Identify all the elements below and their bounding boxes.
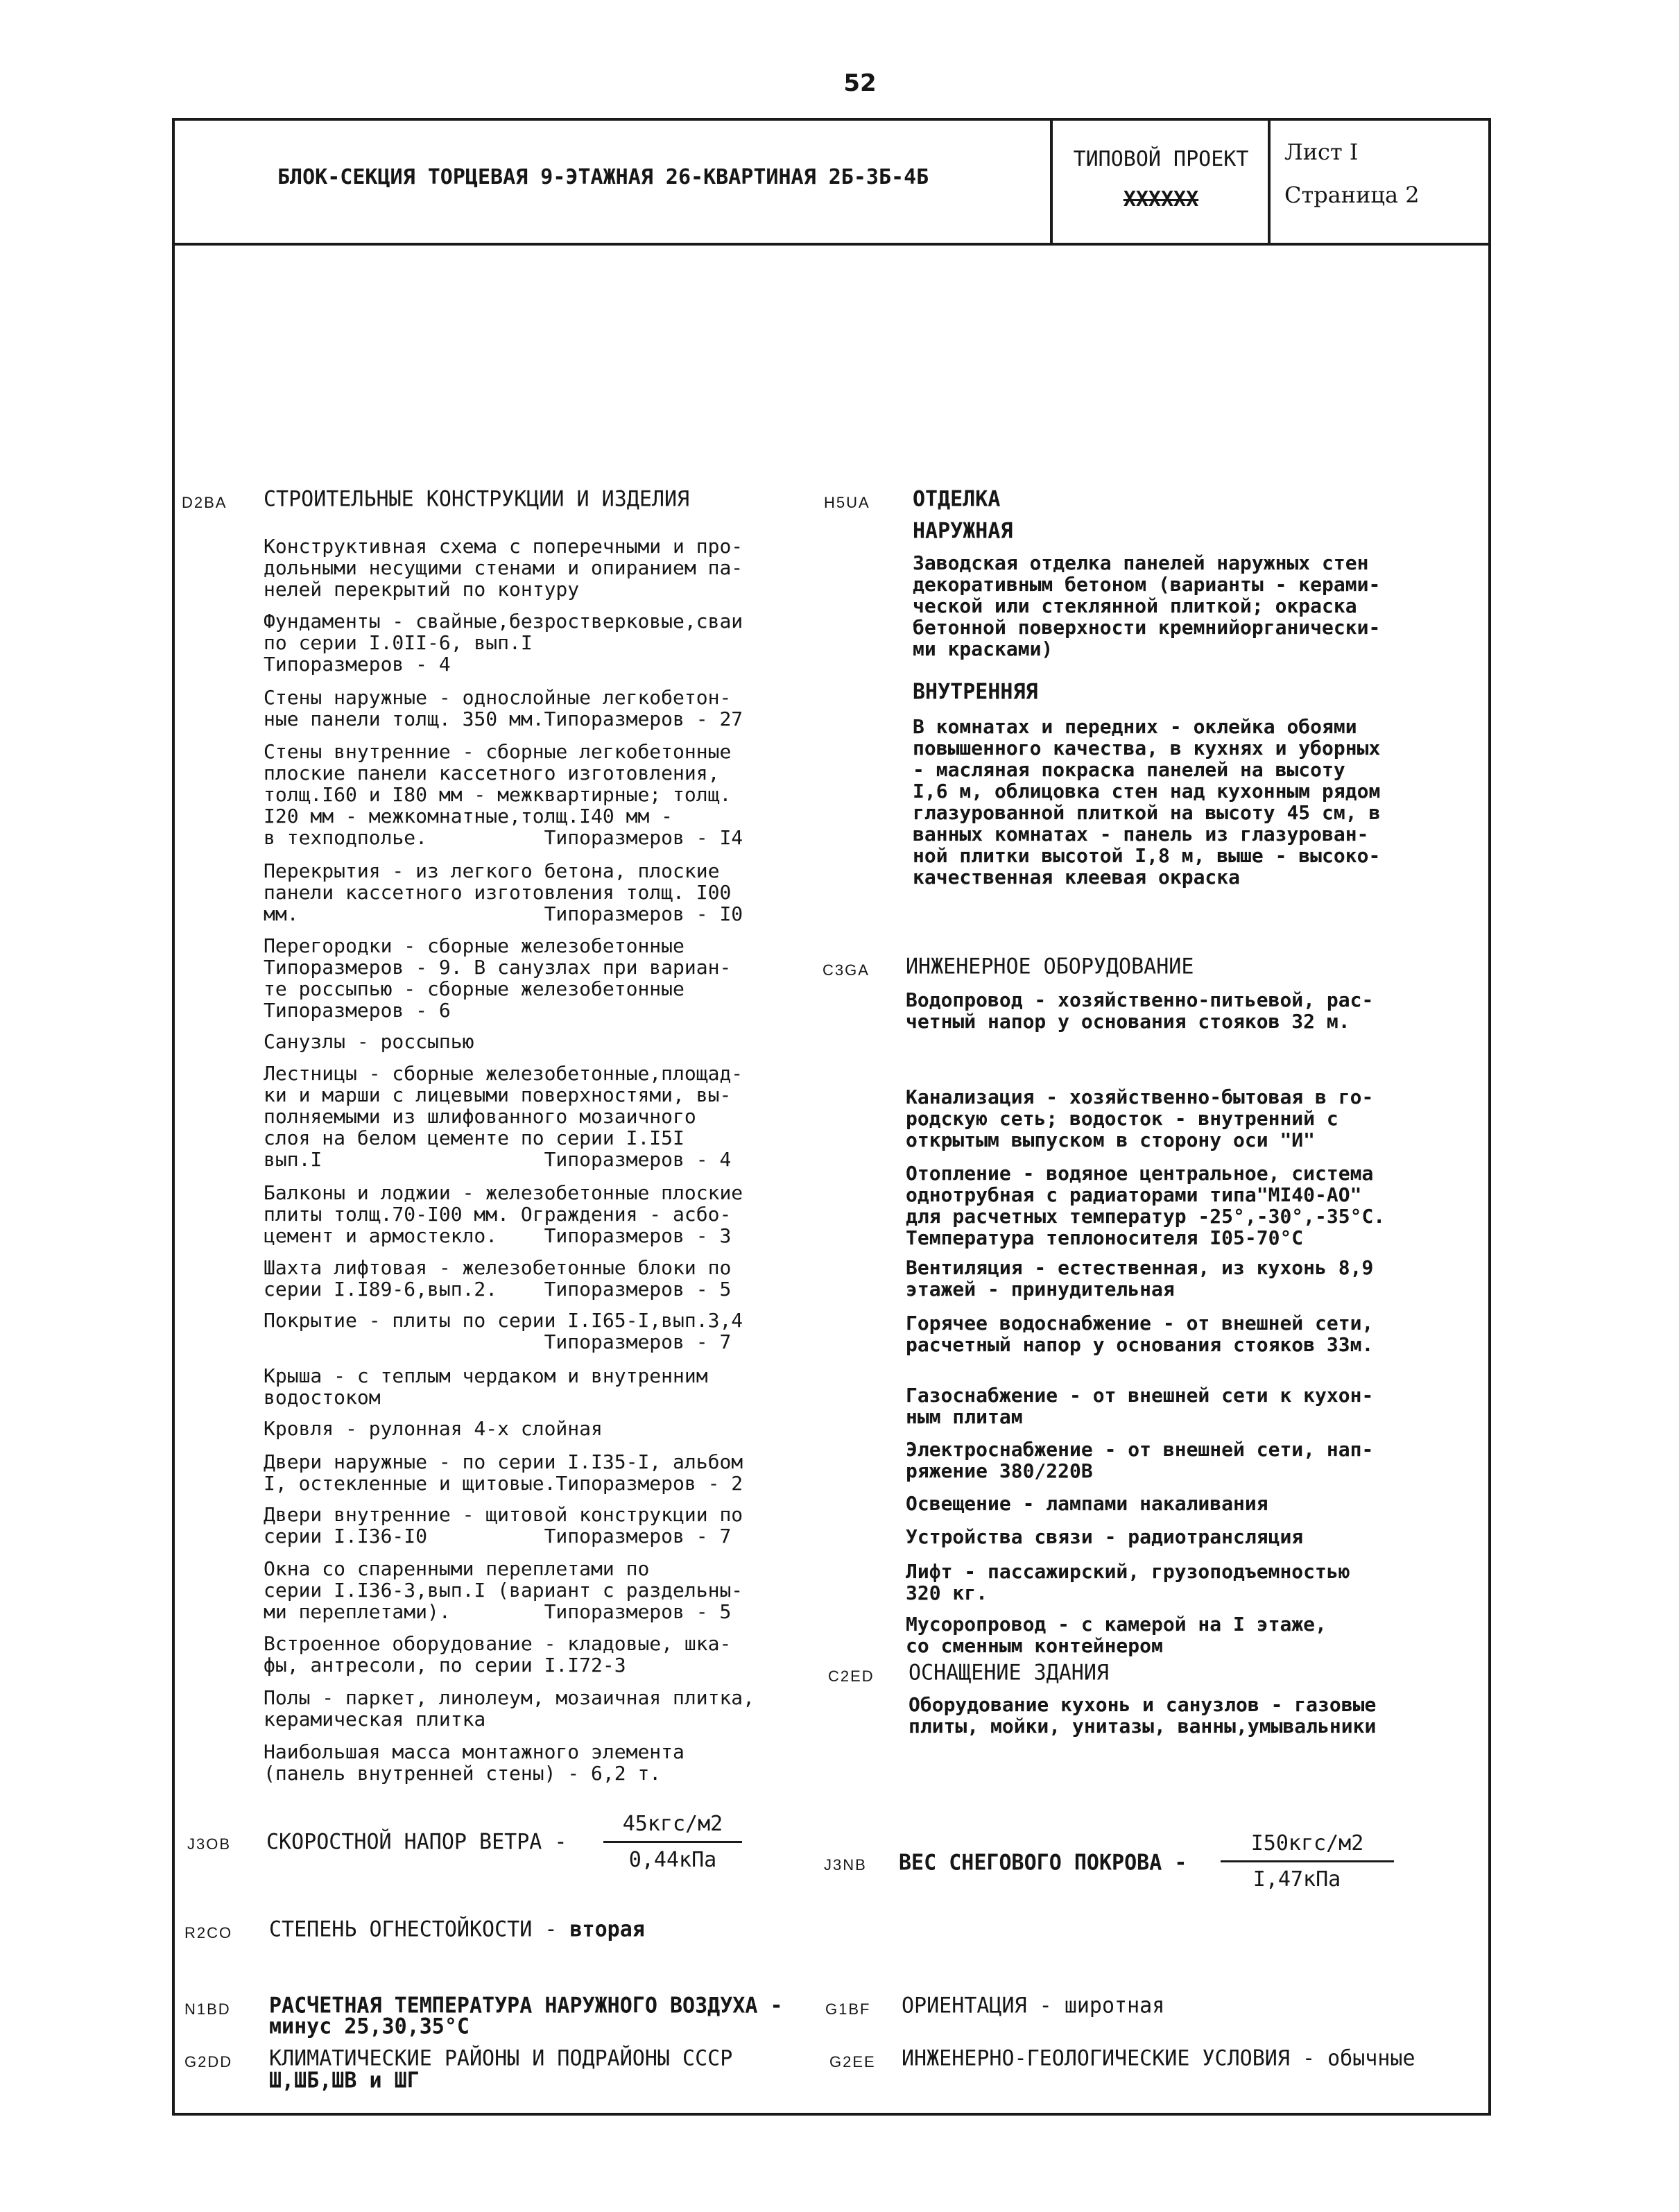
temp-value: минус 25,30,35°С bbox=[269, 2014, 470, 2039]
fire-resistance-row bbox=[269, 1917, 645, 1942]
section-code: C2ED bbox=[828, 1667, 875, 1685]
finish-exterior-text: Заводская отделка панелей наружных стен декоративным бетоном (варианты - керами- ческой или стеклянной плиткой; окраска бетонной поверхности кремнийорганически- ми красками) bbox=[913, 551, 1381, 660]
document-title: БЛОК-СЕКЦИЯ ТОРЦЕВАЯ 9-ЭТАЖНАЯ 26-КВАРТИНАЯ 2Б-3Б-4Б bbox=[277, 165, 929, 189]
header-divider-vertical-2 bbox=[1268, 118, 1271, 246]
engineering-sewer: Канализация - хозяйственно-бытовая в го- родскую сеть; водосток - внутренний с открытым выпуском в сторону оси "И" bbox=[906, 1086, 1374, 1151]
project-label: ТИПОВОЙ ПРОЕКТ bbox=[1073, 147, 1249, 171]
wind-fraction-line bbox=[603, 1841, 742, 1843]
engineering-gas: Газоснабжение - от внешней сети к кухон- ным плитам bbox=[906, 1384, 1374, 1428]
snow-numerator: I50кгс/м2 bbox=[1250, 1831, 1364, 1855]
engineering-electric: Электроснабжение - от внешней сети, нап- ряжение 380/220В bbox=[906, 1438, 1374, 1482]
header-divider-vertical-1 bbox=[1050, 118, 1053, 246]
engineering-water: Водопровод - хозяйственно-питьевой, рас- четный напор у основания стояков 32 м. bbox=[906, 988, 1374, 1033]
equipment-heading: ОСНАЩЕНИЕ ЗДАНИЯ bbox=[909, 1660, 1109, 1686]
orientation-label: ОРИЕНТАЦИЯ - bbox=[902, 1993, 1065, 2018]
construction-item: Двери наружные - по серии I.I35-I, альбом I, остекленные и щитовые.Типоразмеров - 2 bbox=[264, 1450, 743, 1495]
construction-item: Шахта лифтовая - железобетонные блоки по серии I.I89-6,вып.2. Типоразмеров - 5 bbox=[264, 1256, 732, 1301]
engineering-hot-water: Горячее водоснабжение - от внешней сети, расчетный напор у основания стояков 33м. bbox=[906, 1312, 1374, 1356]
construction-item: Покрытие - плиты по серии I.I65-I,вып.3,4 Типоразмеров - 7 bbox=[264, 1309, 743, 1353]
construction-heading: СТРОИТЕЛЬНЫЕ КОНСТРУКЦИИ И ИЗДЕЛИЯ bbox=[264, 486, 690, 512]
construction-item: Стены внутренние - сборные легкобетонные плоские панели кассетного изготовления, толщ.I60 и I80 мм - межквартирные; толщ. I20 мм - межкомнатные,толщ.I40 мм - в техподполье. Типоразмеров - I4 bbox=[264, 740, 743, 849]
snow-fraction-line bbox=[1221, 1860, 1394, 1862]
climate-value: Ш,ШБ,ШВ и ШГ bbox=[269, 2068, 420, 2093]
construction-item: Перекрытия - из легкого бетона, плоские панели кассетного изготовления толщ. I00 мм. Типоразмеров - I0 bbox=[264, 859, 743, 925]
finish-interior-heading: ВНУТРЕННЯЯ bbox=[913, 679, 1038, 705]
fire-value: вторая bbox=[569, 1917, 645, 1942]
section-code: N1BD bbox=[184, 2000, 231, 2018]
construction-item: Санузлы - россыпью bbox=[264, 1030, 474, 1053]
section-code: J3NB bbox=[824, 1856, 867, 1874]
geology-row bbox=[902, 2046, 1415, 2071]
construction-item: Наибольшая масса монтажного элемента (панель внутренней стены) - 6,2 т. bbox=[264, 1740, 684, 1785]
snow-label: ВЕС СНЕГОВОГО ПОКРОВА - bbox=[899, 1850, 1187, 1876]
engineering-ventilation: Вентиляция - естественная, из кухонь 8,9 этажей - принудительная bbox=[906, 1256, 1374, 1301]
section-code: R2CO bbox=[184, 1924, 233, 1941]
finish-heading: ОТДЕЛКА bbox=[913, 486, 1001, 512]
snow-denominator: I,47кПа bbox=[1252, 1867, 1341, 1892]
construction-item: Кровля - рулонная 4-х слойная bbox=[264, 1417, 603, 1440]
page-number: 52 bbox=[843, 69, 877, 97]
sheet-label: Лист I bbox=[1284, 139, 1359, 165]
engineering-heading: ИНЖЕНЕРНОЕ ОБОРУДОВАНИЕ bbox=[906, 954, 1194, 979]
construction-item: Перегородки - сборные железобетонные Типоразмеров - 9. В санузлах при вариан- те россыпью - сборные железобетонные Типоразмеров - 6 bbox=[264, 934, 732, 1022]
orientation-row bbox=[902, 1993, 1164, 2018]
construction-item: Полы - паркет, линолеум, мозаичная плитка, керамическая плитка bbox=[264, 1686, 755, 1731]
construction-item: Конструктивная схема с поперечными и про- дольными несущими стенами и опиранием па- нелей перекрытий по контуру bbox=[264, 535, 743, 601]
construction-item: Двери внутренние - щитовой конструкции по серии I.I36-I0 Типоразмеров - 7 bbox=[264, 1503, 743, 1547]
wind-label: СКОРОСТНОЙ НАПОР ВЕТРА - bbox=[266, 1829, 567, 1855]
section-code: C3GA bbox=[823, 961, 870, 979]
section-code: J3OB bbox=[187, 1835, 232, 1853]
construction-item: Балконы и лоджии - железобетонные плоские плиты толщ.70-I00 мм. Ограждения - асбо- цемент и армостекло. Типоразмеров - 3 bbox=[264, 1181, 743, 1247]
construction-item: Окна со спаренными переплетами по серии I.I36-3,вып.I (вариант с раздельны- ми переплетами). Типоразмеров - 5 bbox=[264, 1557, 743, 1623]
climate-label: КЛИМАТИЧЕСКИЕ РАЙОНЫ И ПОДРАЙОНЫ СССР bbox=[269, 2046, 733, 2071]
section-code: G2EE bbox=[829, 2053, 876, 2070]
finish-exterior-heading: НАРУЖНАЯ bbox=[913, 518, 1013, 544]
construction-item: Встроенное оборудование - кладовые, шка- фы, антресоли, по серии I.I72-3 bbox=[264, 1632, 732, 1677]
construction-item: Стены наружные - однослойные легкобетон- ные панели толщ. 350 мм.Типоразмеров - 27 bbox=[264, 686, 743, 730]
section-code: G1BF bbox=[825, 2000, 871, 2018]
wind-denominator: 0,44кПа bbox=[628, 1848, 717, 1872]
section-code: H5UA bbox=[824, 494, 870, 511]
temp-label: РАСЧЕТНАЯ ТЕМПЕРАТУРА НАРУЖНОГО ВОЗДУХА - bbox=[269, 1993, 783, 2018]
engineering-heating: Отопление - водяное центральное, система однотрубная с радиаторами типа"МI40-АО" для расчетных температур -25°,-30°,-35°С. Температура теплоносителя I05-70°С bbox=[906, 1162, 1386, 1249]
equipment-text: Оборудование кухонь и санузлов - газовые плиты, мойки, унитазы, ванны,умывальники bbox=[909, 1693, 1377, 1738]
section-code: D2BA bbox=[182, 494, 227, 511]
construction-item: Крыша - с теплым чердаком и внутренним водостоком bbox=[264, 1364, 708, 1409]
geology-label: ИНЖЕНЕРНО-ГЕОЛОГИЧЕСКИЕ УСЛОВИЯ - bbox=[902, 2046, 1328, 2071]
orientation-value: широтная bbox=[1064, 1993, 1165, 2018]
page-label: Страница 2 bbox=[1284, 182, 1420, 208]
geology-value: обычные bbox=[1327, 2046, 1415, 2071]
fire-label: СТЕПЕНЬ ОГНЕСТОЙКОСТИ - bbox=[269, 1917, 570, 1942]
engineering-garbage: Мусоропровод - с камерой на I этаже, со сменным контейнером bbox=[906, 1613, 1327, 1657]
wind-numerator: 45кгс/м2 bbox=[622, 1812, 723, 1836]
engineering-lift: Лифт - пассажирский, грузоподъемностью 320 кг. bbox=[906, 1560, 1350, 1604]
engineering-comms: Устройства связи - радиотрансляция bbox=[906, 1525, 1304, 1548]
finish-interior-text: В комнатах и передних - оклейка обоями повышенного качества, в кухнях и уборных - масляная покраска панелей на высоту I,6 м, облицовка стен над кухонным рядом глазурованной плиткой на высоту 45 см, в ванных комнатах - панель из глазурован- ной плитки высотой I,8 м, выше - высоко- качественная клеевая окраска bbox=[913, 715, 1381, 889]
section-code: G2DD bbox=[184, 2053, 233, 2070]
header-divider bbox=[172, 243, 1491, 246]
project-code: XXXXXX bbox=[1123, 187, 1199, 212]
construction-item: Фундаменты - свайные,безростверковые,сваи по серии I.0II-6, вып.I Типоразмеров - 4 bbox=[264, 610, 743, 676]
engineering-lighting: Освещение - лампами накаливания bbox=[906, 1492, 1268, 1515]
construction-item: Лестницы - сборные железобетонные,площад- ки и марши с лицевыми поверхностями, вы- полняемыми из шлифованного мозаичного слоя на белом цементе по серии I.I5I вып.I Типоразмеров - 4 bbox=[264, 1062, 743, 1171]
